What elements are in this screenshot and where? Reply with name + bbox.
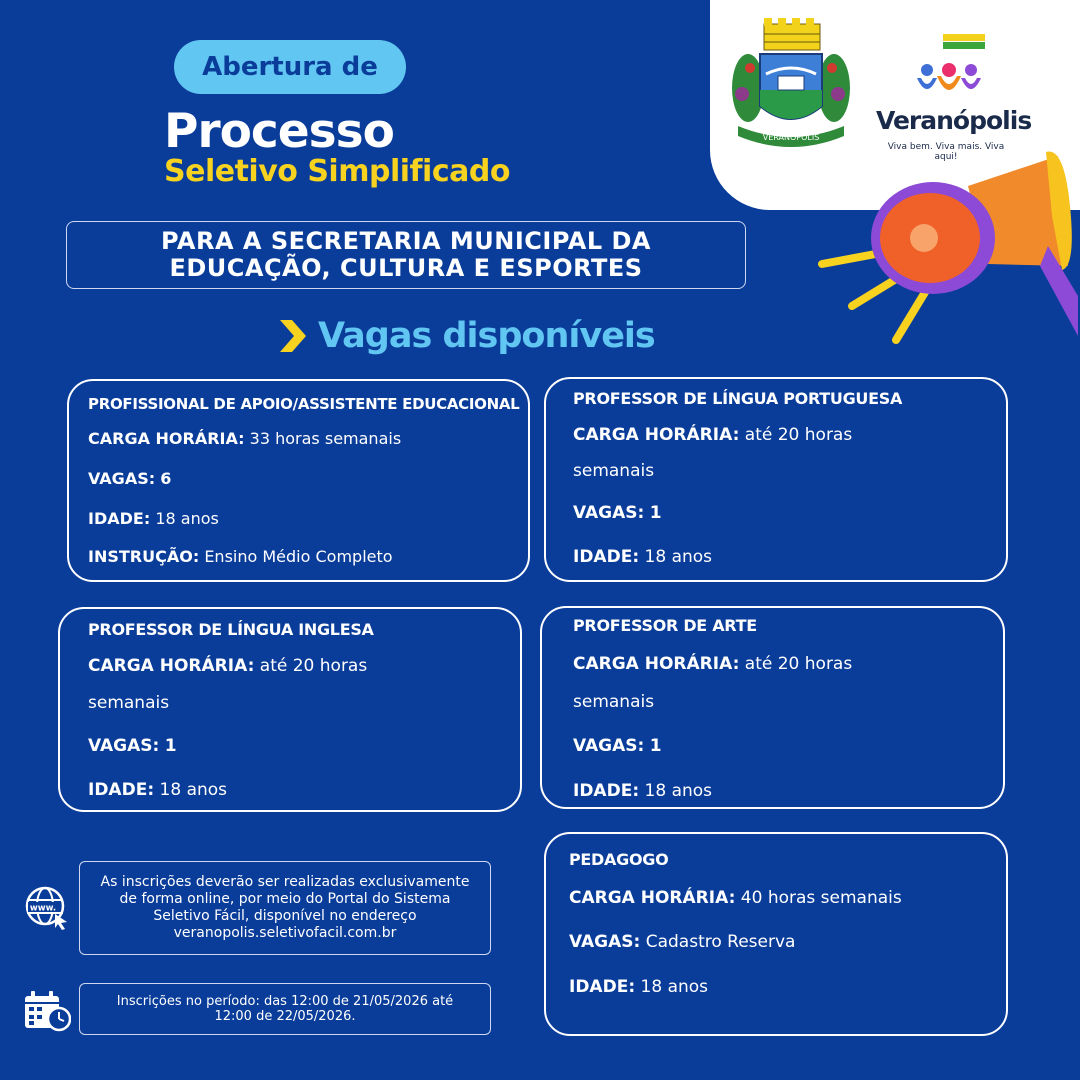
card-apoio: [67, 379, 530, 582]
idade-value: 18 anos: [644, 547, 713, 567]
vagas-line: [569, 932, 795, 952]
carga-label: CARGA HORÁRIA:: [573, 654, 740, 674]
vagas-line: [573, 503, 662, 523]
idade-value: 18 anos: [644, 781, 713, 801]
vagas-label: VAGAS:: [573, 736, 645, 756]
periodo-info-box: Inscrições no período: das 12:00 de 21/05/2026 até 12:00 de 22/05/2026.: [79, 983, 491, 1035]
card-title: PROFESSOR DE ARTE: [573, 616, 757, 635]
carga-line: [88, 656, 367, 676]
vagas-label: VAGAS:: [573, 503, 645, 523]
idade-line: [569, 977, 708, 997]
chevron-right-icon: [276, 316, 310, 356]
carga-value: 40 horas semanais: [740, 888, 902, 908]
idade-line: [88, 509, 219, 528]
online-info-box: As inscrições deverão ser realizadas exclusivamente de forma online, por meio do Portal do Sistema Seletivo Fácil, disponível no endereço veranopolis.seletivofacil.com.br: [79, 861, 491, 955]
secretaria-line1: PARA A SECRETARIA MUNICIPAL DA: [161, 227, 651, 255]
idade-line: [573, 547, 712, 567]
vagas-line: [88, 469, 171, 488]
vagas-line: [88, 736, 177, 756]
carga-cont: semanais: [573, 692, 655, 712]
instrucao-value: Ensino Médio Completo: [204, 547, 393, 566]
card-title: PROFESSOR DE LÍNGUA INGLESA: [88, 620, 374, 639]
header-pill: Abertura de: [174, 40, 406, 94]
instrucao-label: INSTRUÇÃO:: [88, 547, 200, 566]
svg-text:www.: www.: [29, 903, 57, 914]
secretaria-box: [66, 221, 746, 289]
vagas-line: [573, 736, 662, 756]
subtitle: Seletivo Simplificado: [164, 154, 510, 189]
card-title: PROFESSOR DE LÍNGUA PORTUGUESA: [573, 389, 903, 408]
vagas-heading: [276, 316, 655, 356]
card-title: PROFISSIONAL DE APOIO/ASSISTENTE EDUCACIONAL: [88, 395, 520, 413]
card-ingles: [58, 607, 522, 812]
card-title: PEDAGOGO: [569, 850, 669, 869]
vagas-value: 6: [160, 469, 172, 488]
carga-line: [573, 654, 852, 674]
idade-label: IDADE:: [88, 509, 151, 528]
vagas-heading-text: Vagas disponíveis: [318, 316, 655, 356]
vagas-label: VAGAS:: [569, 932, 641, 952]
megaphone-icon: [818, 146, 1078, 356]
carga-label: CARGA HORÁRIA:: [569, 888, 736, 908]
idade-value: 18 anos: [155, 509, 219, 528]
carga-label: CARGA HORÁRIA:: [88, 656, 255, 676]
idade-label: IDADE:: [88, 780, 155, 800]
main-title: Processo: [164, 104, 394, 159]
vagas-label: VAGAS:: [88, 469, 156, 488]
logo-slogan: Viva bem. Viva mais. Viva aqui!: [887, 142, 1005, 162]
carga-value: até 20 horas: [259, 656, 368, 676]
carga-cont: semanais: [88, 693, 170, 713]
carga-line: [569, 888, 902, 908]
vagas-value: 1: [649, 736, 662, 756]
calendar-clock-icon: [23, 990, 71, 1032]
idade-label: IDADE:: [573, 781, 640, 801]
idade-label: IDADE:: [569, 977, 636, 997]
vagas-value: Cadastro Reserva: [645, 932, 796, 952]
carga-cont: semanais: [573, 461, 655, 481]
carga-value: até 20 horas: [744, 425, 853, 445]
idade-value: 18 anos: [159, 780, 228, 800]
veranopolis-logo-icon: [915, 34, 985, 104]
carga-line: [573, 425, 852, 445]
instrucao-line: [88, 547, 393, 566]
idade-line: [88, 780, 227, 800]
carga-value: até 20 horas: [744, 654, 853, 674]
vagas-value: 1: [649, 503, 662, 523]
carga-value: 33 horas semanais: [249, 429, 402, 448]
idade-value: 18 anos: [640, 977, 709, 997]
secretaria-line2: EDUCAÇÃO, CULTURA E ESPORTES: [169, 254, 643, 282]
vagas-label: VAGAS:: [88, 736, 160, 756]
vagas-value: 1: [164, 736, 177, 756]
svg-text:VERANÓPOLIS: VERANÓPOLIS: [762, 133, 820, 142]
card-portugues: [544, 377, 1008, 582]
carga-label: CARGA HORÁRIA:: [88, 429, 245, 448]
crest-icon: [726, 14, 856, 154]
globe-cursor-icon: [25, 886, 71, 932]
idade-label: IDADE:: [573, 547, 640, 567]
logo-name: Veranópolis: [876, 106, 1032, 135]
card-pedagogo: [544, 832, 1008, 1036]
idade-line: [573, 781, 712, 801]
carga-line: [88, 429, 401, 448]
card-arte: [540, 606, 1005, 809]
carga-label: CARGA HORÁRIA:: [573, 425, 740, 445]
